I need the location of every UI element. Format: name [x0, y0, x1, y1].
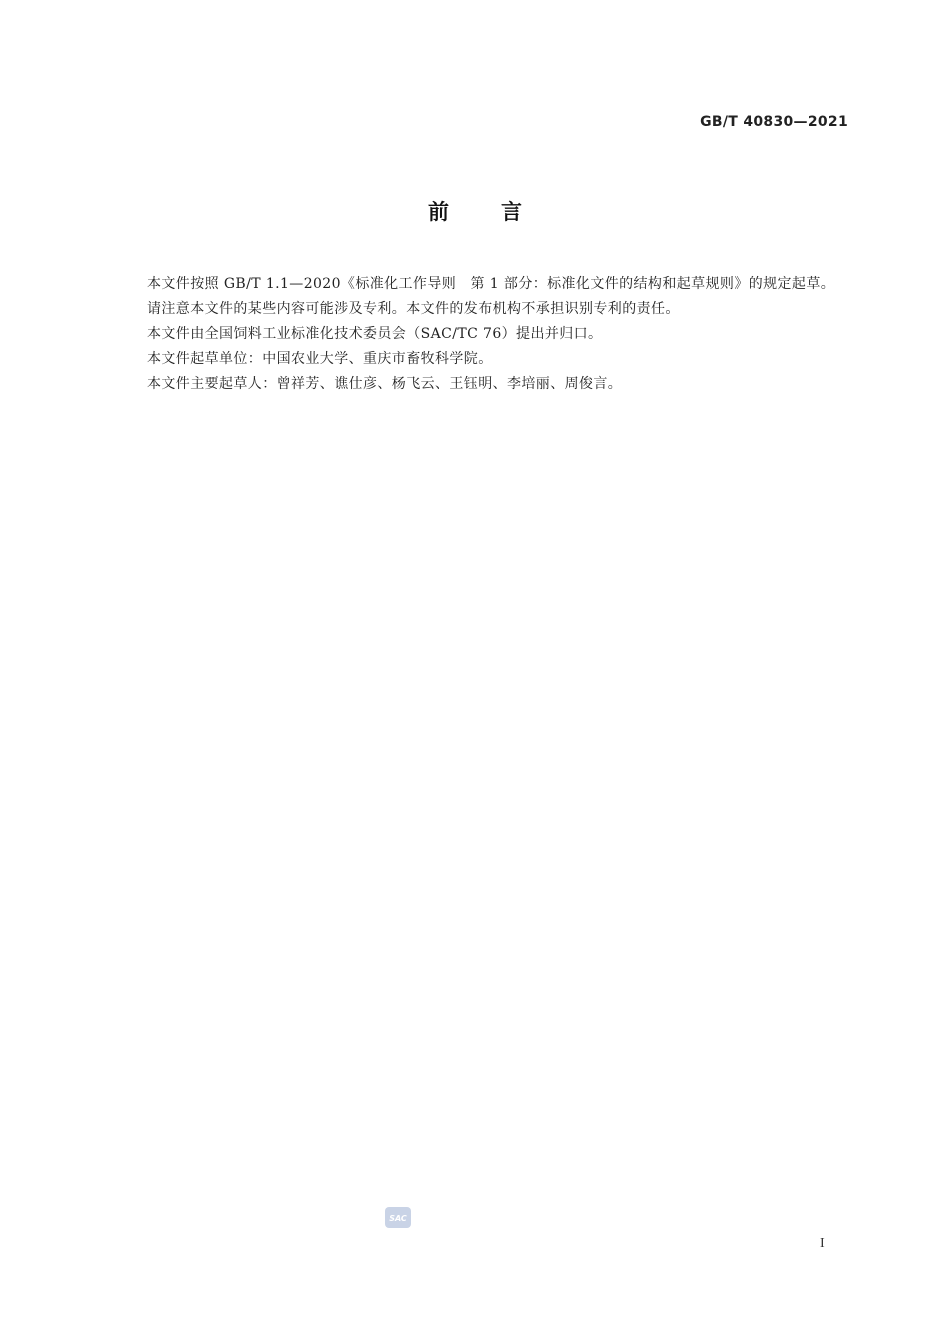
svg-text:SAC: SAC	[389, 1214, 407, 1223]
paragraph-patent-notice: 请注意本文件的某些内容可能涉及专利。本文件的发布机构不承担识别专利的责任。	[147, 301, 680, 317]
document-code: GB/T 40830—2021	[700, 114, 848, 130]
paragraph-drafters: 本文件主要起草人：曾祥芳、谯仕彦、杨飞云、王钰明、李培丽、周俊言。	[147, 376, 623, 392]
page-number: I	[820, 1236, 825, 1251]
paragraph-drafting-rules: 本文件按照 GB/T 1.1—2020《标准化工作导则 第 1 部分：标准化文件的结构和起草规则》的规定起草。	[147, 276, 836, 292]
paragraph-drafting-units: 本文件起草单位：中国农业大学、重庆市畜牧科学院。	[147, 351, 493, 367]
page-title: 前言	[428, 200, 574, 224]
sac-watermark-logo	[385, 1207, 411, 1228]
paragraph-proposer: 本文件由全国饲料工业标准化技术委员会（SAC/TC 76）提出并归口。	[147, 326, 603, 342]
foreword-body	[114, 272, 850, 397]
